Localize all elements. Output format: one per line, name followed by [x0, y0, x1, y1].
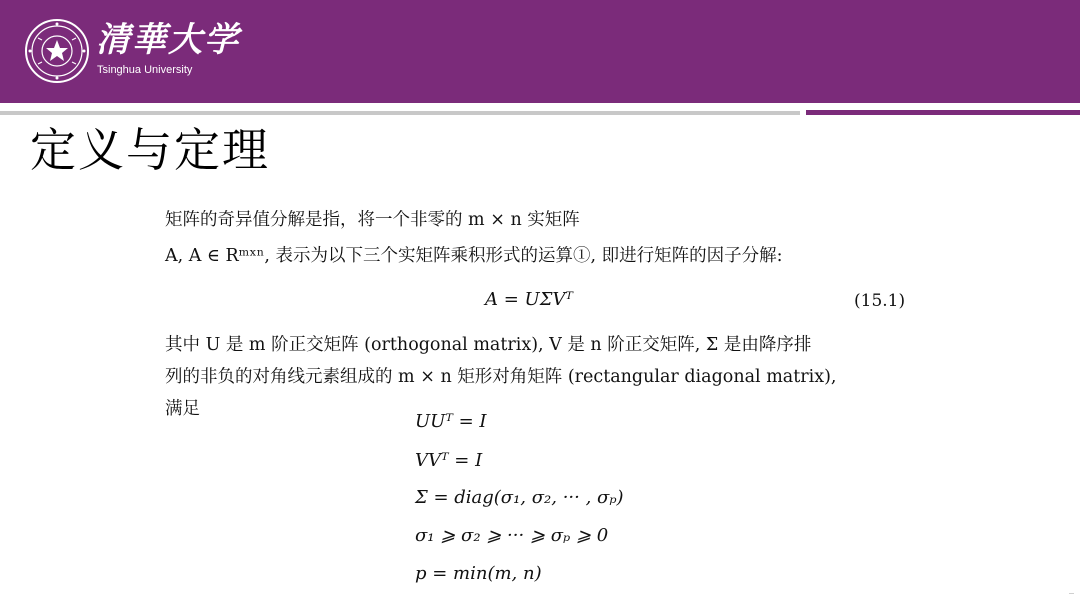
- condition-v-orthogonal: VVᵀ = I: [415, 450, 483, 471]
- definition-line-1: 矩阵的奇异值分解是指，将一个非零的 m × n 实矩阵: [165, 210, 580, 230]
- university-seal-icon: [24, 18, 90, 84]
- explanation-line-1: 其中 U 是 m 阶正交矩阵 (orthogonal matrix), V 是 n 阶正交矩阵, Σ 是由降序排: [165, 335, 812, 355]
- condition-p-definition: p = min(m, n): [415, 563, 542, 584]
- explanation-line-2: 列的非负的对角线元素组成的 m × n 矩形对角矩阵 (rectangular diagonal matrix),: [165, 367, 837, 387]
- university-name-en: Tsinghua University: [97, 64, 193, 76]
- condition-sigma-order: σ₁ ⩾ σ₂ ⩾ ··· ⩾ σₚ ⩾ 0: [415, 525, 609, 546]
- definition-line-2: A, A ∈ Rᵐˣⁿ, 表示为以下三个实矩阵乘积形式的运算①, 即进行矩阵的因子分解:: [165, 246, 783, 266]
- header-banner: [0, 0, 1080, 103]
- svd-equation: A = UΣVᵀ: [485, 289, 573, 310]
- title-divider-accent: [806, 110, 1080, 115]
- condition-sigma-diag: Σ = diag(σ₁, σ₂, ··· , σₚ): [415, 487, 624, 508]
- university-name-cn: 清華大学: [96, 20, 240, 60]
- page-title: 定义与定理: [30, 123, 270, 177]
- equation-number: (15.1): [854, 291, 906, 311]
- title-divider-gray: [0, 111, 800, 115]
- slide-corner-mark: [1069, 593, 1074, 594]
- condition-u-orthogonal: UUᵀ = I: [415, 411, 487, 432]
- explanation-line-3: 满足: [165, 399, 200, 419]
